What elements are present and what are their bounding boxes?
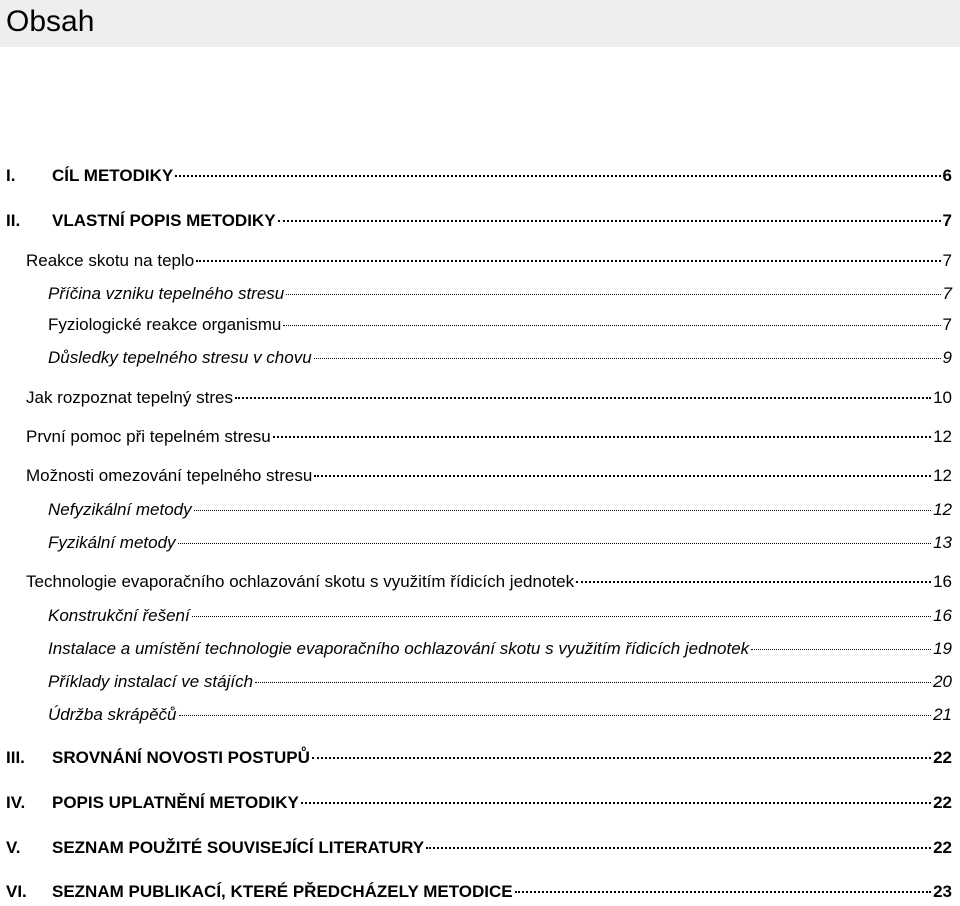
toc-entry-page: 22 [933,793,952,812]
toc-entry-label: Technologie evaporačního ochlazování skotu s využitím řídicích jednotek [26,572,575,591]
toc-entry-number: II. [6,211,21,230]
dot-leader [576,581,931,583]
toc-entry-page: 7 [942,251,952,270]
toc-entry-page: 12 [933,427,952,446]
toc-entry-vlastni-popis[interactable] [6,210,952,232]
toc-entry-label: SEZNAM PUBLIKACÍ, KTERÉ PŘEDCHÁZELY METODICE [52,882,513,901]
toc-entry-label: Nefyzikální metody [48,500,192,519]
toc-entry-udrzba-skrapecu[interactable] [48,704,952,726]
toc-entry-label: Důsledky tepelného stresu v chovu [48,348,312,367]
toc-entry-pricina-vzniku[interactable] [48,283,952,305]
toc-entry-number: I. [6,166,16,185]
toc-entry-jak-rozpoznat[interactable] [26,387,952,409]
toc-entry-page: 12 [933,466,952,485]
toc-entry-fyziologicke-reakce[interactable] [48,314,952,336]
dot-leader [314,475,931,477]
toc-entry-dusledky[interactable] [48,347,952,369]
dot-leader [286,294,940,295]
toc-entry-page: 20 [933,672,952,691]
toc-entry-instalace-umisteni[interactable] [48,638,952,660]
dot-leader [194,510,931,511]
toc-entry-page: 16 [933,572,952,591]
toc-entry-reakce-skotu[interactable] [26,250,952,272]
page-title: Obsah [6,5,95,38]
toc-entry-label: Příklady instalací ve stájích [48,672,254,691]
toc-entry-seznam-literatury[interactable] [6,837,952,859]
toc-entry-priklady-instalaci[interactable] [48,671,952,693]
dot-leader [283,325,940,326]
dot-leader [235,397,931,399]
toc-entry-seznam-publikaci[interactable] [6,881,952,903]
dot-leader [196,260,940,262]
toc-entry-srovnani-novosti[interactable] [6,747,952,769]
toc-entry-page: 13 [933,533,952,552]
toc-entry-page: 22 [933,838,952,857]
dot-leader [515,891,931,893]
toc-entry-label: Reakce skotu na teplo [26,251,195,270]
dot-leader [273,436,931,438]
toc-entry-label: Konstrukční řešení [48,606,190,625]
dot-leader [314,358,941,359]
toc-entry-page: 6 [942,166,952,185]
dot-leader [312,757,931,759]
toc-entry-cil-metodiky[interactable] [6,165,952,187]
toc-entry-number: III. [6,748,25,767]
toc-entry-label: Jak rozpoznat tepelný stres [26,388,233,407]
toc-entry-label: SEZNAM POUŽITÉ SOUVISEJÍCÍ LITERATURY [52,838,425,857]
toc-entry-label: CÍL METODIKY [52,166,174,185]
toc-entry-technologie-evaporacniho[interactable] [26,571,952,593]
toc-entry-label: Fyzikální metody [48,533,176,552]
dot-leader [751,649,931,650]
toc-entry-label: Fyziologické reakce organismu [48,315,282,334]
toc-entry-page: 7 [942,284,952,303]
toc-entry-label: POPIS UPLATNĚNÍ METODIKY [52,793,299,812]
toc-entry-label: Instalace a umístění technologie evaporačního ochlazování skotu s využitím řídicích jednotek [48,639,750,658]
toc-entry-page: 9 [942,348,952,367]
dot-leader [192,616,931,617]
toc-entry-label: VLASTNÍ POPIS METODIKY [52,211,276,230]
toc-entry-number: IV. [6,793,26,812]
toc-entry-number: VI. [6,882,27,901]
toc-entry-number: V. [6,838,21,857]
toc-entry-moznosti-omezovani[interactable] [26,465,952,487]
toc-entry-page: 7 [942,315,952,334]
toc-entry-prvni-pomoc[interactable] [26,426,952,448]
dot-leader [175,175,940,177]
toc-entry-label: SROVNÁNÍ NOVOSTI POSTUPŮ [52,748,310,767]
dot-leader [426,847,931,849]
dot-leader [179,715,932,716]
toc-entry-page: 16 [933,606,952,625]
toc-entry-label: Údržba skrápěčů [48,705,177,724]
toc-entry-page: 7 [942,211,952,230]
toc-entry-page: 19 [933,639,952,658]
dot-leader [301,802,931,804]
toc-entry-page: 10 [933,388,952,407]
toc-entry-page: 22 [933,748,952,767]
dot-leader [278,220,941,222]
dot-leader [255,682,931,683]
toc-entry-label: Příčina vzniku tepelného stresu [48,284,285,303]
toc-entry-label: První pomoc při tepelném stresu [26,427,271,446]
toc-entry-fyzikalni-metody[interactable] [48,532,952,554]
toc-entry-page: 21 [933,705,952,724]
toc-entry-page: 12 [933,500,952,519]
toc-entry-konstrukcni-reseni[interactable] [48,605,952,627]
dot-leader [178,543,932,544]
toc-entry-nefyzikalni-metody[interactable] [48,499,952,521]
toc-entry-popis-uplatneni[interactable] [6,792,952,814]
toc-entry-page: 23 [933,882,952,901]
toc-entry-label: Možnosti omezování tepelného stresu [26,466,313,485]
